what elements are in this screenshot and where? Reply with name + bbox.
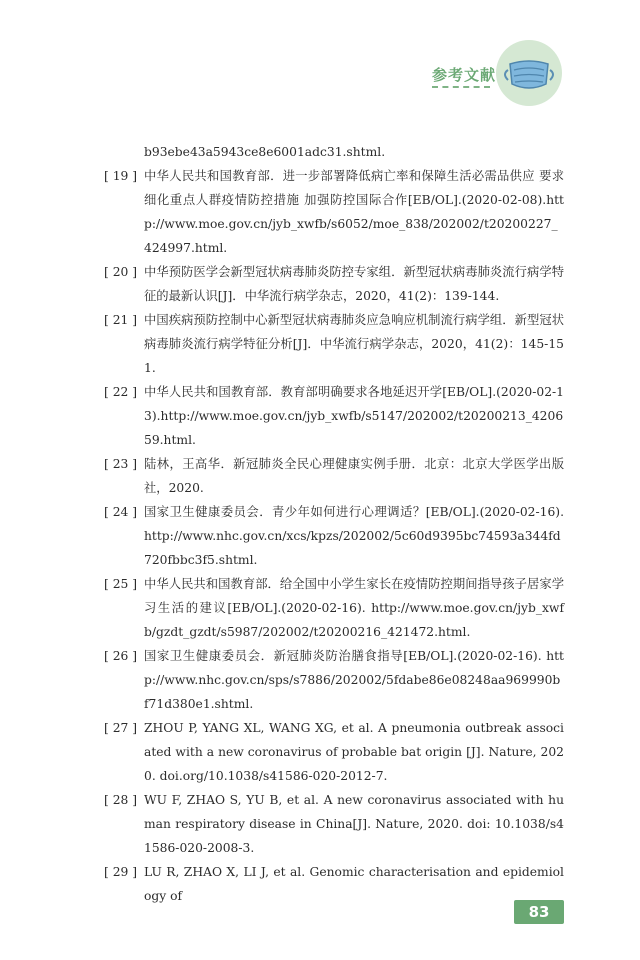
reference-item (104, 716, 564, 788)
reference-number: [ 19 ] (104, 169, 138, 183)
reference-item (104, 860, 564, 908)
reference-text: 中华人民共和国教育部．教育部明确要求各地延迟开学[EB/OL].(2020-02-13).http://www.moe.gov.cn/jyb_xwfb/s5147/202002/t20200213_420659.html. (144, 385, 564, 447)
reference-item (104, 260, 564, 308)
reference-text: ZHOU P, YANG XL, WANG XG, et al. A pneumonia outbreak associated with a new coronavirus of probable bat origin [J]. Nature, 2020. doi.org/10.1038/s41586-020-2012-7. (144, 721, 564, 783)
section-title: 参考文献 (432, 66, 497, 84)
reference-text: 国家卫生健康委员会．青少年如何进行心理调适？[EB/OL].(2020-02-16). http://www.nhc.gov.cn/xcs/kpzs/202002/5c60d9395bc74593a344fd720fbbc3f5.shtml. (144, 505, 564, 567)
title-underline (432, 86, 490, 88)
reference-item (104, 140, 564, 164)
reference-number: [ 26 ] (104, 649, 138, 663)
reference-number: [ 21 ] (104, 313, 138, 327)
reference-item (104, 164, 564, 260)
reference-number: [ 28 ] (104, 793, 138, 807)
reference-number: [ 29 ] (104, 865, 138, 879)
reference-list (104, 140, 564, 908)
reference-number: [ 25 ] (104, 577, 138, 591)
page-header (0, 0, 640, 120)
page-number: 83 (514, 900, 564, 924)
reference-number: [ 24 ] (104, 505, 138, 519)
reference-text: b93ebe43a5943ce8e6001adc31.shtml. (144, 145, 386, 159)
reference-text: WU F, ZHAO S, YU B, et al. A new coronavirus associated with human respiratory disease in China[J]. Nature, 2020. doi: 10.1038/s41586-020-2008-3. (144, 793, 564, 855)
reference-text: LU R, ZHAO X, LI J, et al. Genomic characterisation and epidemiology of (144, 865, 564, 903)
reference-item (104, 452, 564, 500)
reference-number: [ 27 ] (104, 721, 138, 735)
reference-number: [ 22 ] (104, 385, 138, 399)
reference-text: 陆林，王高华．新冠肺炎全民心理健康实例手册．北京：北京大学医学出版社，2020. (144, 457, 564, 495)
reference-item (104, 788, 564, 860)
reference-item (104, 500, 564, 572)
reference-item (104, 644, 564, 716)
reference-number: [ 23 ] (104, 457, 138, 471)
reference-item (104, 308, 564, 380)
reference-number: [ 20 ] (104, 265, 138, 279)
reference-text: 中华人民共和国教育部．给全国中小学生家长在疫情防控期间指导孩子居家学习生活的建议[EB/OL].(2020-02-16). http://www.moe.gov.cn/jyb_xwfb/gzdt_gzdt/s5987/202002/t20200216_421472.html. (144, 577, 564, 639)
reference-text: 中国疾病预防控制中心新型冠状病毒肺炎应急响应机制流行病学组．新型冠状病毒肺炎流行病学特征分析[J]．中华流行病学杂志，2020，41(2)：145-151. (144, 313, 564, 375)
reference-text: 中华人民共和国教育部．进一步部署降低病亡率和保障生活必需品供应 要求细化重点人群疫情防控措施 加强防控国际合作[EB/OL].(2020-02-08).http://www.moe.gov.cn/jyb_xwfb/s6052/moe_838/202002/t20200227_424997.html. (144, 169, 564, 255)
reference-item (104, 380, 564, 452)
reference-text: 中华预防医学会新型冠状病毒肺炎防控专家组．新型冠状病毒肺炎流行病学特征的最新认识[J]．中华流行病学杂志，2020，41(2)：139-144. (144, 265, 564, 303)
reference-item (104, 572, 564, 644)
face-mask-icon (496, 40, 562, 106)
reference-text: 国家卫生健康委员会．新冠肺炎防治膳食指导[EB/OL].(2020-02-16). http://www.nhc.gov.cn/sps/s7886/202002/5fdabe86e08248aa969990bf71d380e1.shtml. (144, 649, 564, 711)
